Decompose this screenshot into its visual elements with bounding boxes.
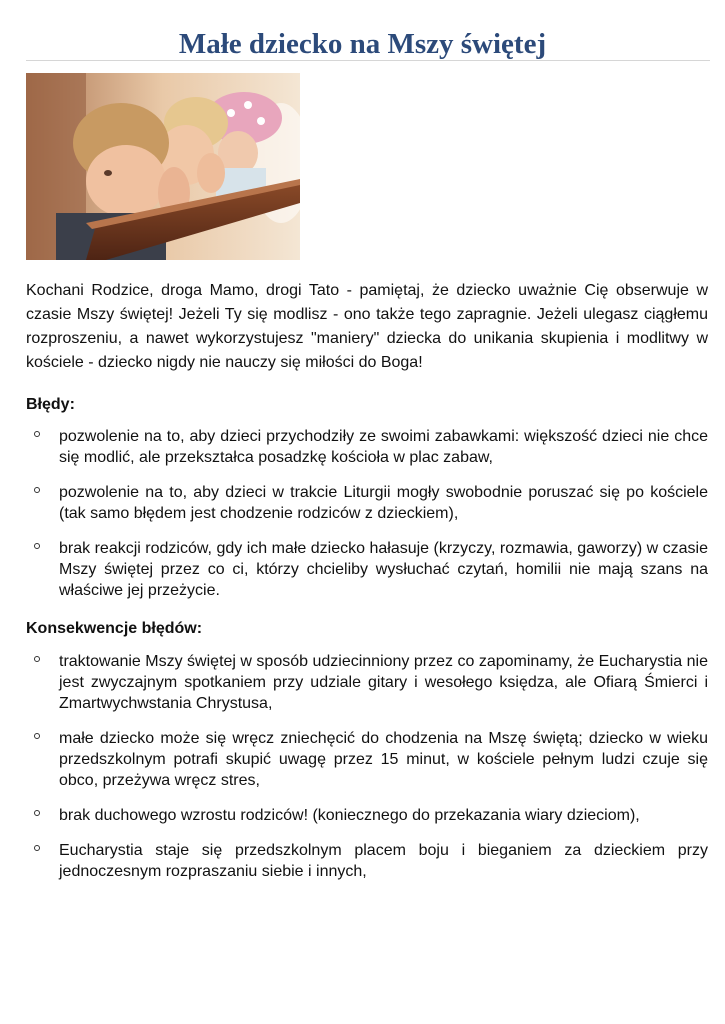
errors-list [26,426,708,601]
list-item-text: Eucharystia staje się przedszkolnym placem boju i bieganiem za dzieckiem przy jednoczesnym rozpraszaniu siebie i innych, [59,842,708,880]
page-title: Małe dziecko na Mszy świętej [178,28,547,60]
list-item-text: traktowanie Mszy świętej w sposób udziecinniony przez co zapominamy, że Eucharystia nie jest zwyczajnym spotkaniem przy udziale gitary i wesołego księdza, ale Ofiarą Śmierci i Zmartwychwstania Chrystusa, [59,653,708,712]
circle-bullet-icon [34,810,40,816]
list-item [26,840,708,882]
circle-bullet-icon [34,656,40,662]
list-item-text: pozwolenie na to, aby dzieci w trakcie Liturgii mogły swobodnie poruszać się po kościele (tak samo błędem jest chodzenie rodziców z dzieckiem), [59,484,708,522]
list-item-text: brak duchowego wzrostu rodziców! (koniecznego do przekazania wiary dzieciom), [59,807,640,824]
praying-children-photo [26,73,300,260]
list-item-text: pozwolenie na to, aby dzieci przychodziły ze swoimi zabawkami: większość dzieci nie chce się modlić, ale przekształca posadzkę kościoła w plac zabaw, [59,428,708,466]
circle-bullet-icon [34,543,40,549]
list-item [26,482,708,524]
circle-bullet-icon [34,431,40,437]
consequences-heading: Konsekwencje błędów: [26,620,203,637]
circle-bullet-icon [34,733,40,739]
intro-paragraph: Kochani Rodzice, droga Mamo, drogi Tato - pamiętaj, że dziecko uważnie Cię obserwuje w czasie Mszy świętej! Jeżeli Ty się modlisz - ono także tego zapragnie. Jeżeli ulegasz ciągłemu rozproszeniu, a nawet wykorzystujesz "maniery" dziecka do unikania skupienia i modlitwy w kościele - dziecko nigdy nie nauczy się miłości do Boga! [26,282,708,371]
consequences-list [26,651,708,882]
list-item-text: brak reakcji rodziców, gdy ich małe dziecko hałasuje (krzyczy, rozmawia, gaworzy) w czasie Mszy świętej przez co ci, którzy chcieliby wysłuchać czytań, homilii nie mają szans na właściwe jej przeżycie. [59,540,708,599]
list-item [26,805,708,826]
circle-bullet-icon [34,845,40,851]
list-item [26,426,708,468]
list-item [26,728,708,791]
circle-bullet-icon [34,487,40,493]
title-divider [26,60,710,61]
list-item [26,651,708,714]
list-item-text: małe dziecko może się wręcz zniechęcić do chodzenia na Mszę świętą; dziecko w wieku przedszkolnym potrafi skupić uwagę przez 15 minut, w kościele pełnym ludzi czuje się obco, przeżywa wręcz stres, [59,730,708,789]
errors-heading: Błędy: [26,396,75,413]
list-item [26,538,708,601]
